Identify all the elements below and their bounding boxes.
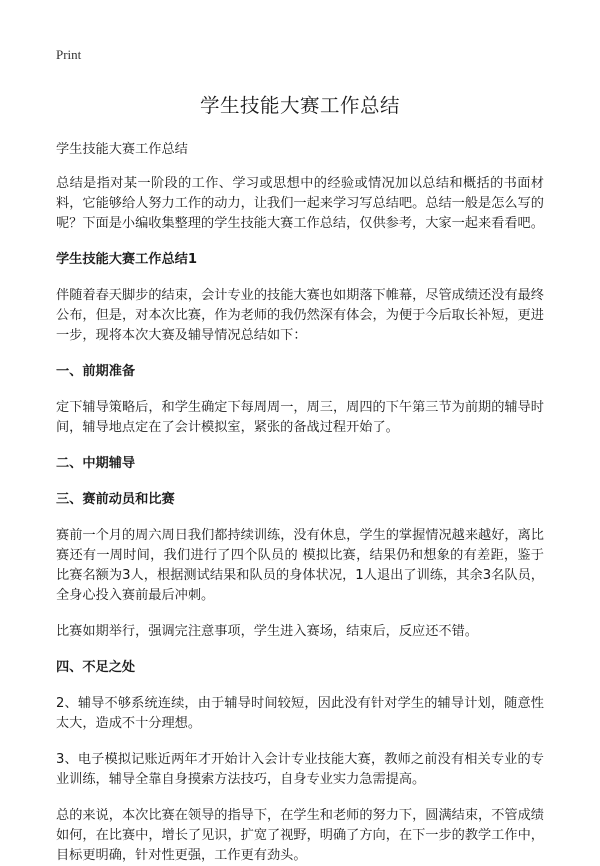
paragraph-mobilization-1: 赛前一个月的周六周日我们都持续训练，没有休息，学生的掌握情况越来越好，离比赛还有一周时间，我们进行了四个队员的 模拟比赛，结果仍和想象的有差距，鉴于比赛名额为3人，根据测试结果和队员的身体状况，1人退出了训练，其余3名队员，全身心投入赛前最后冲刺。 [56, 528, 544, 603]
section-paragraph: 伴随着春天脚步的结束，会计专业的技能大赛也如期落下帷幕，尽管成绩还没有最终公布，但是，对本次比赛，作为老师的我仍然深有体会，为便于今后取长补短，更进一步，现将本次大赛及辅导情况总结如下： [56, 288, 544, 343]
print-link[interactable]: Print [56, 47, 82, 62]
heading-preparation: 一、前期准备 [56, 364, 136, 379]
intro-paragraph: 总结是指对某一阶段的工作、学习或思想中的经验或情况加以总结和概括的书面材料，它能够给人努力工作的动力，让我们一起来学习写总结吧。总结一般是怎么写的呢？下面是小编收集整理的学生技能大赛工作总结，仅供参考，大家一起来看看吧。 [56, 176, 544, 231]
page-title: 学生技能大赛工作总结 [199, 94, 400, 117]
section-heading: 学生技能大赛工作总结1 [56, 252, 198, 267]
heading-shortcomings: 四、不足之处 [56, 660, 136, 675]
heading-mid-coaching: 二、中期辅导 [56, 456, 136, 471]
paragraph-mobilization-2: 比赛如期举行，强调完注意事项，学生进入赛场，结束后，反应还不错。 [56, 624, 478, 639]
paragraph-conclusion: 总的来说，本次比赛在领导的指导下，在学生和老师的努力下，圆满结束，不管成绩如何，在比赛中，增长了见识，扩宽了视野，明确了方向，在下一步的教学工作中，目标更明确，针对性更强，工作更有劲头。 [56, 808, 544, 863]
intro-subtitle: 学生技能大赛工作总结 [56, 142, 188, 157]
paragraph-preparation: 定下辅导策略后，和学生确定下每周周一，周三，周四的下午第三节为前期的辅导时间，辅导地点定在了会计模拟室，紧张的备战过程开始了。 [56, 400, 544, 435]
paragraph-shortcoming-3: 3、电子模拟记账近两年才开始计入会计专业技能大赛，教师之前没有相关专业的专业训练，辅导全靠自身摸索方法技巧，自身专业实力急需提高。 [56, 752, 544, 787]
heading-mobilization: 三、赛前动员和比赛 [56, 492, 175, 507]
paragraph-shortcoming-2: 2、辅导不够系统连续，由于辅导时间较短，因此没有针对学生的辅导计划，随意性太大，造成不十分理想。 [56, 696, 544, 731]
